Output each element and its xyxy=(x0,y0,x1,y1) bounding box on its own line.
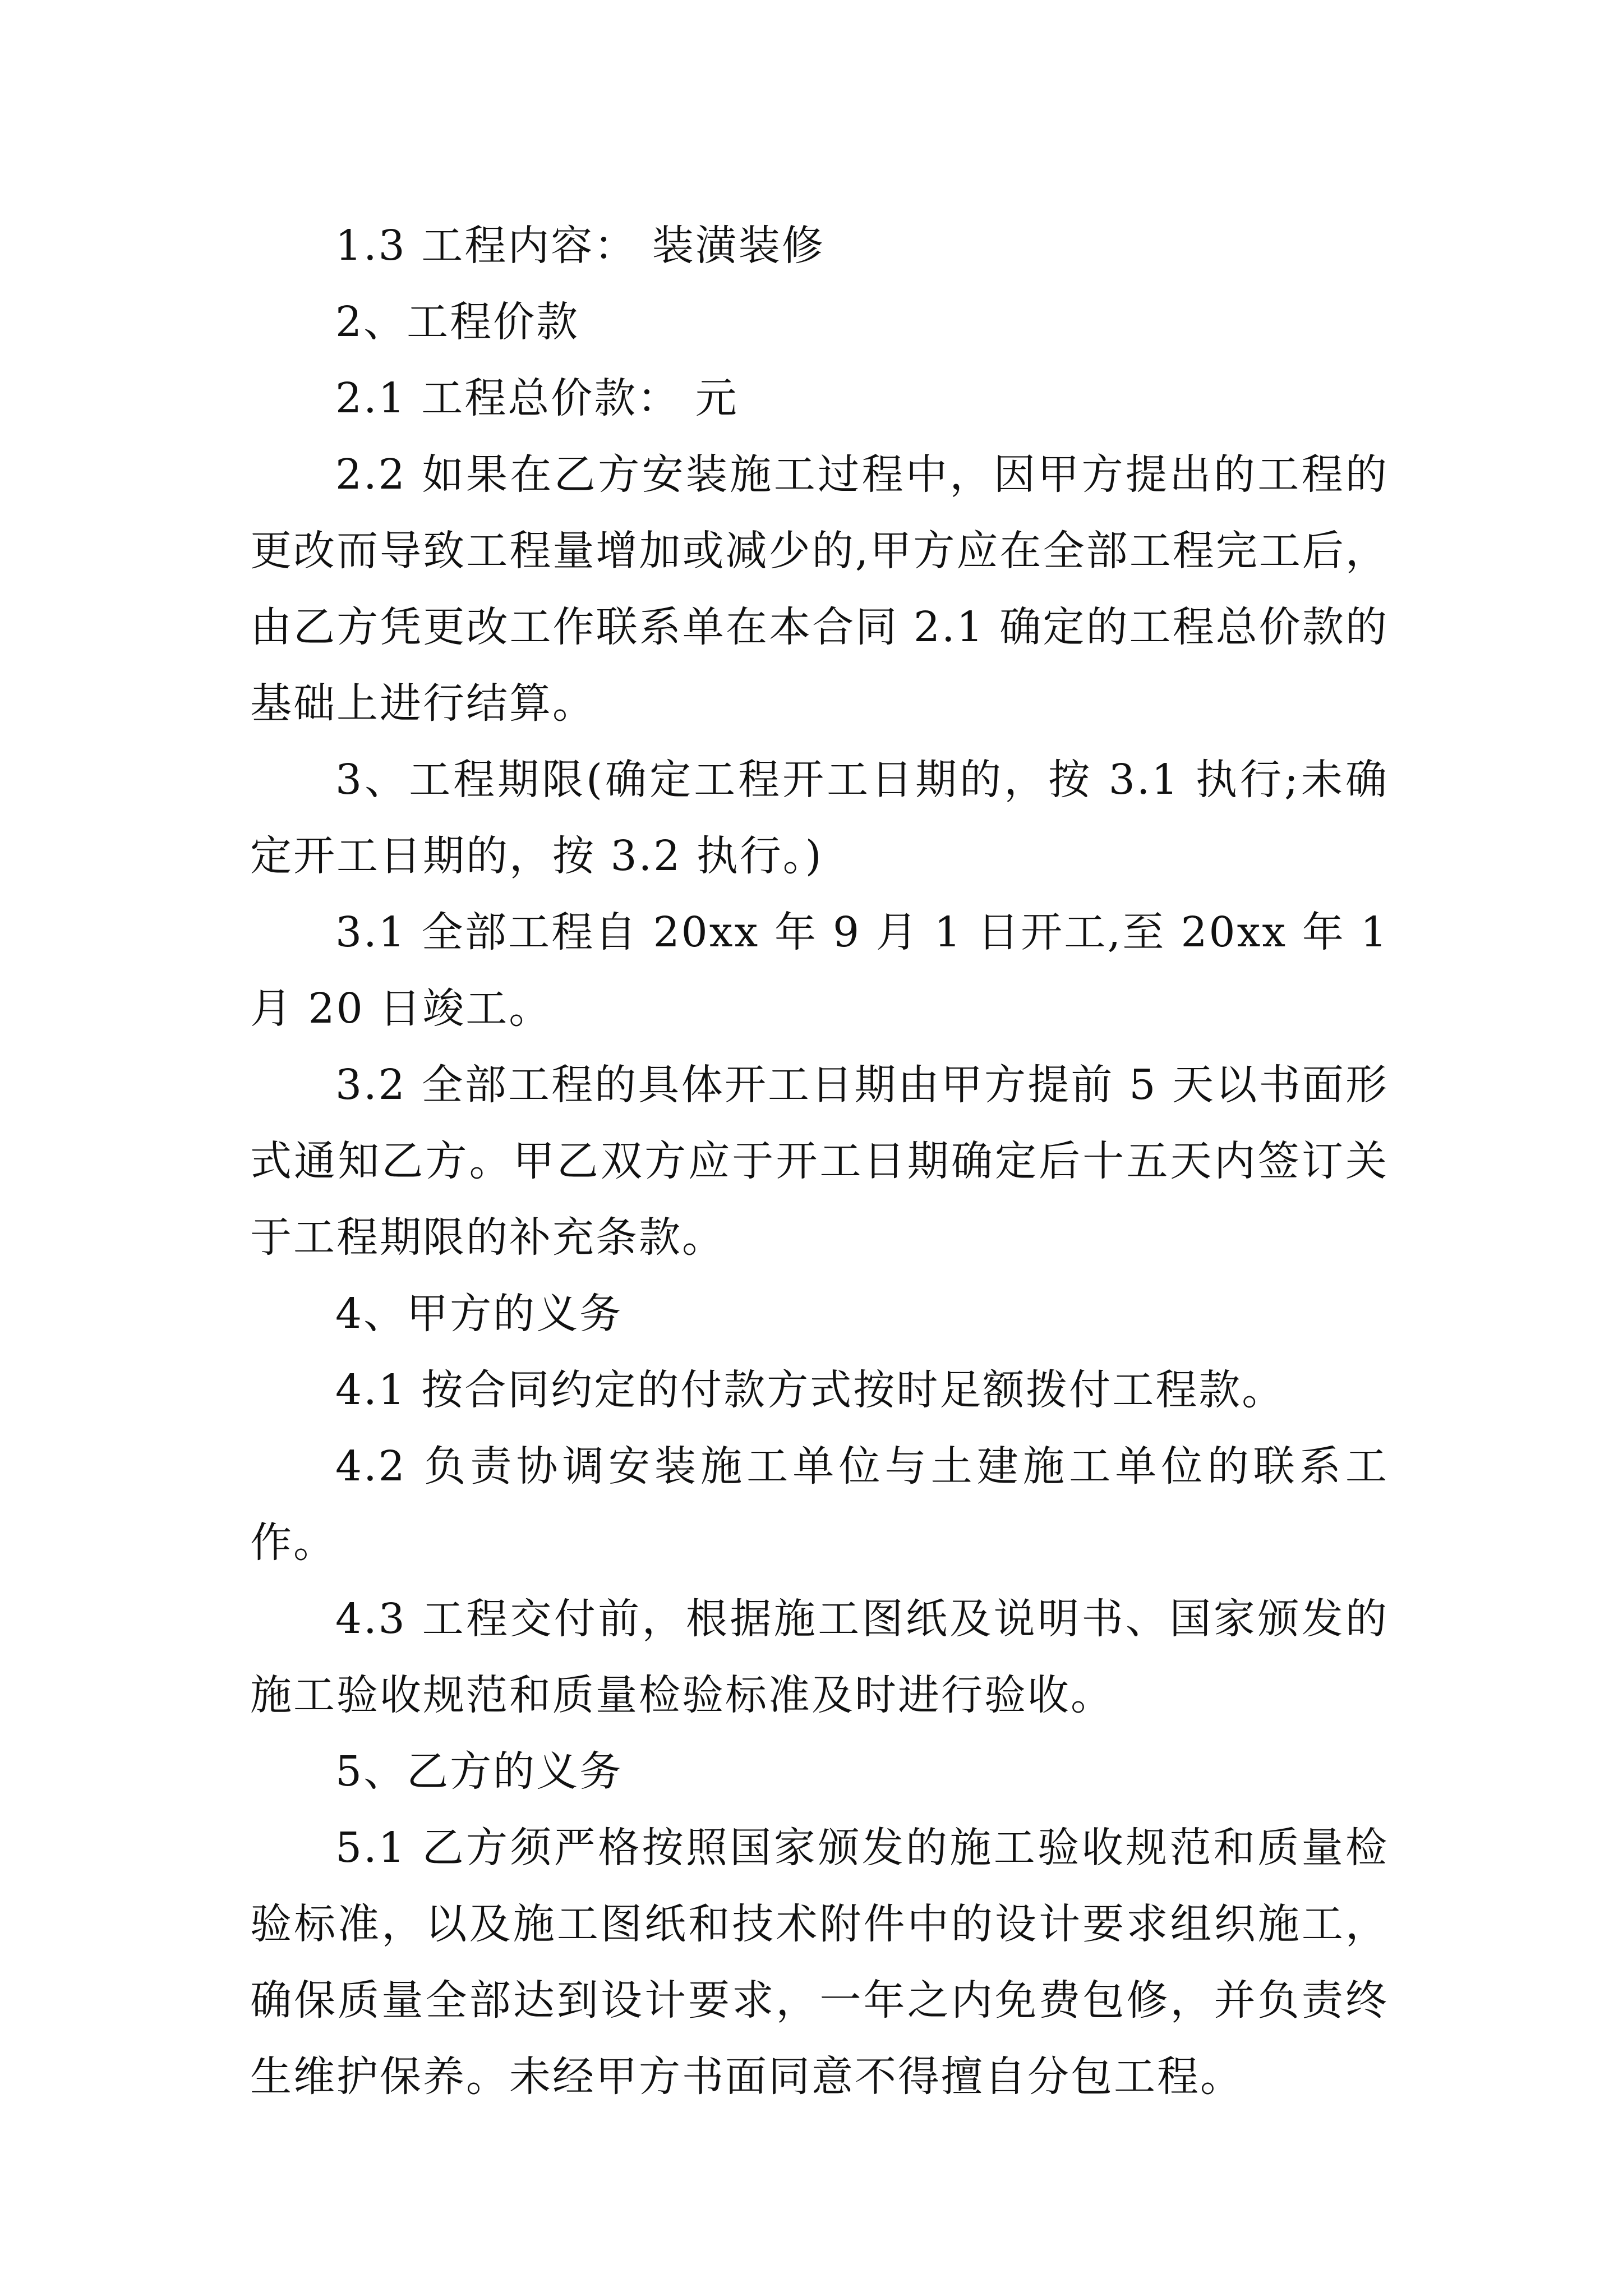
clause-5-1: 5.1 乙方须严格按照国家颁发的施工验收规范和质量检验标准，以及施工图纸和技术附件中的设计要求组织施工，确保质量全部达到设计要求，一年之内免费包修，并负责终生维护保养。未经甲方书面同意不得擅自分包工程。 xyxy=(250,1824,1389,2101)
clause-2-1: 2.1 工程总价款： 元 xyxy=(335,374,739,422)
clause-4-1: 4.1 按合同约定的付款方式按时足额拨付工程款。 xyxy=(335,1366,1285,1414)
clause-1-3: 1.3 工程内容： 装潢装修 xyxy=(335,222,825,270)
clause-2-2: 2.2 如果在乙方安装施工过程中，因甲方提出的工程的更改而导致工程量增加或减少的,甲方应在全部工程完工后，由乙方凭更改工作联系单在本合同 2.1 确定的工程总价款的基础上进行结算。 xyxy=(250,450,1389,728)
document-body xyxy=(250,208,1389,2115)
section-2-heading: 2、工程价款 xyxy=(335,298,580,346)
clause-4-2: 4.2 负责协调安装施工单位与土建施工单位的联系工作。 xyxy=(250,1442,1389,1567)
clause-3-2: 3.2 全部工程的具体开工日期由甲方提前 5 天以书面形式通知乙方。甲乙双方应于开工日期确定后十五天内签订关于工程期限的补充条款。 xyxy=(250,1061,1389,1262)
section-4-heading: 4、甲方的义务 xyxy=(335,1290,623,1338)
section-5-heading: 5、乙方的义务 xyxy=(335,1747,623,1796)
section-3-heading: 3、工程期限(确定工程开工日期的，按 3.1 执行;未确定开工日期的，按 3.2 执行。) xyxy=(250,756,1389,880)
clause-4-3: 4.3 工程交付前，根据施工图纸及说明书、国家颁发的施工验收规范和质量检验标准及时进行验收。 xyxy=(250,1595,1389,1719)
clause-3-1: 3.1 全部工程自 20xx 年 9 月 1 日开工,至 20xx 年 1 月 20 日竣工。 xyxy=(250,908,1389,1033)
